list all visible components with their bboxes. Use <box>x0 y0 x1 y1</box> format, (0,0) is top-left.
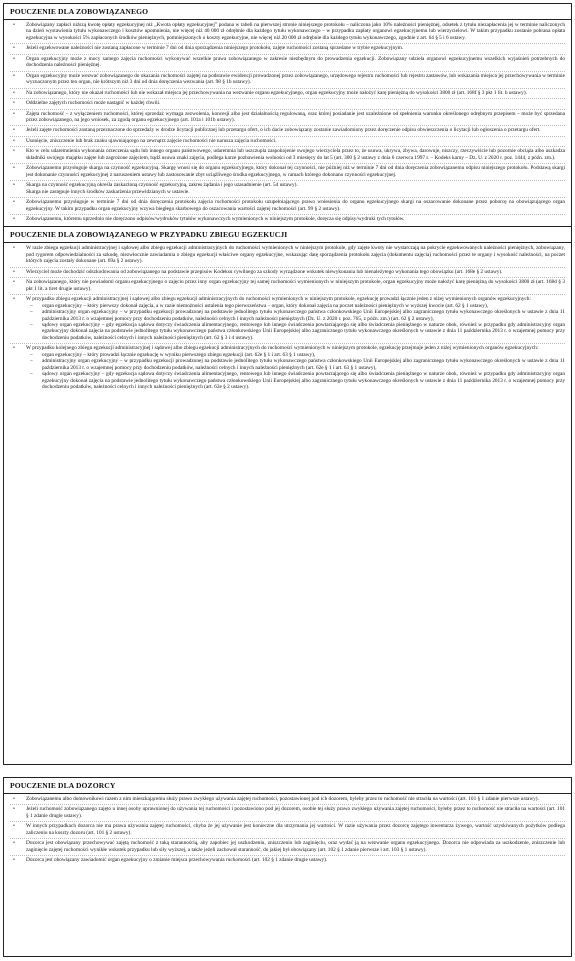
instruction-item <box>10 840 565 856</box>
instruction-item <box>10 245 565 267</box>
bullet-icon: • <box>13 89 15 96</box>
sub-list <box>26 303 565 342</box>
instruction-text: Jeżeli zajęte ruchomości zostaną przeznaczone do sprzedaży w drodze licytacji publicznej lub przetargu ofert, o ich dacie zobowiązany zostanie zawiadomiony przez doręczenie odpisu obwieszczenia o licytacji lub ogłoszenia o przetargu ofert. <box>26 127 541 134</box>
instruction-text: Skarga na czynność egzekucyjną określa zaskarżoną czynność egzekucyjną, zakres żądania i jego uzasadnienie (art. 54 ustawy). Skarga nie zastępuje innych środków zaskarżenia przewidzianych w ustawie. <box>26 182 298 195</box>
instruction-text: Organ egzekucyjny może wezwać zobowiązanego do okazania ruchomości zajętej na podstawie ewidencji prowadzonej przez zobowiązanego, urzędowego rejestru ruchomości lub rejestru zastawów, lub wskazania miejsca jej przechowywania w terminie wyznaczonym przez ten organ, nie krótszym niż 3 dni od dnia doręczenia wezwania (art. 98 § 1b ustawy). <box>26 72 565 86</box>
instruction-text: Na zobowiązanego, który nie powiadomi organu egzekucyjnego o zajęciu przez inny organ egzekucyjny tej samej ruchomości wymienionych w niniejszym protokole, organ egzekucyjny może nałożyć karę pieniężną do wysokości 3800 zł (art. 168d § 3 pkt 1 lit. a tiret drugie ustawy). <box>26 279 565 292</box>
instruction-text: Zajęta ruchomość – z wyłączeniem ruchomości, której sprzedaż wymaga zezwolenia, koncesji albo jest działalnością regulowaną, oraz której posiadanie jest uzależnione od spełnienia warunku określonego odrębnym przepisem – może być sprzedana przez zobowiązanego, na jego wniosek, za zgodą organu egzekucyjnego (art. 101a i 101b ustawy). <box>26 110 565 123</box>
instruction-item <box>10 857 565 865</box>
dash-icon: – <box>30 358 33 365</box>
bullet-icon: • <box>13 268 15 275</box>
bullet-icon: • <box>13 245 15 252</box>
instruction-text: Dozorca jest obowiązany zawiadomić organ egzekucyjny o zmianie miejsca przechowywania ruchomości (art. 102 § 1 zdanie drugie ustawy). <box>26 857 328 864</box>
instruction-text: Dozorca jest obowiązany przechowywać zajętą ruchomość z taką starannością, aby zapobiec jej uszkodzeniu, zniszczeniu lub zaginięciu, oraz wydać ją na wezwanie organu egzekucyjnego. Dozorca nie odpowiada za uszkodzenie, zniszczenie lub zaginięcie zajętej ruchomości wynikłe wskutek przypadku lub siły wyższej, a także jeżeli zachował staranność, do jakiej był obowiązany (art. 102 § 1 zdanie pierwsze i art. 103 § 1 ustawy). <box>26 840 565 853</box>
instruction-text: Oddzielne zajętych ruchomości może nastąpić w każdej chwili. <box>26 100 161 107</box>
instruction-item <box>10 100 565 109</box>
section-title-custodian: POUCZENIE DLA DOZORCY <box>4 778 571 794</box>
dash-icon: – <box>30 321 33 328</box>
instruction-text: W innych przypadkach dozorca nie ma prawa używania zajętej ruchomości, chyba że jej używanie jest konieczne dla utrzymania jej wartości. W razie używania przez dozorcę zajętego inwentarza żywego, wartość uzyskiwanych pożytków podlega zaliczeniu na koszty dozoru (art. 101 § 2 ustawy). <box>26 823 565 836</box>
instruction-text: Zobowiązanemu albo domownikowi razem z nim mieszkającemu służy prawo zwykłego używania zajętej ruchomości, pozostawionej pod ich dozorem, byleby przez to ruchomość nie straciła na wartości (art. 101 § 1 zdanie pierwsze ustawy). <box>26 796 539 802</box>
sub-list-text: organ egzekucyjny – który prowadzi łącznie egzekucję w wyniku pierwszego zbiegu egzekucji (art. 62e § 1 i art. 63 § 1 ustawy), <box>42 351 316 358</box>
bullet-icon: • <box>13 840 15 847</box>
bullet-icon: • <box>13 199 15 206</box>
instruction-text: Jeżeli ruchomość zobowiązanego zajęto u innej osoby uprawnionej do używania tej ruchomości i pozostawiono pod jej dozorem, osobie tej służy prawo zwykłego używania zajętej ruchomości, byleby przez to ruchomość nie straciła na wartości (art. 101 § 1 zdanie drugie ustawy). <box>26 806 565 819</box>
bullet-icon: • <box>13 55 15 62</box>
instruction-text: Jeżeli egzekwowane należności nie zostaną zapłacone w terminie 7 dni od dnia sporządzenia niniejszego protokołu, zajęte ruchomości zostaną sprzedane w trybie egzekucyjnym. <box>26 45 404 52</box>
instruction-text: Zobowiązanemu, któremu uprzednio nie doręczono odpisów/wydruków tytułów wykonawczych wymienionych w niniejszym protokole, doręcza się odpisy/wydruki tych tytułów. <box>26 215 405 222</box>
instruction-text: Organ egzekucyjny może z mocy samego zajęcia ruchomości wykonywać wszelkie prawa zobowiązanego w zakresie niezbędnym do prowadzenia egzekucji. Zobowiązany udziela organowi egzekucyjnemu wszelkich wyjaśnień potrzebnych do dochodzenia należności pieniężnej. <box>26 55 565 69</box>
instruction-item <box>10 182 565 198</box>
sub-list-text: sądowy organ egzekucyjny – gdy egzekucja sądowa dotyczy świadczenia alimentacyjnego, rentowego lub innego świadczenia powtarzającego się albo świadczenia pieniężnego w naturze obok, również w przypadku gdy administracyjny organ egzekucyjny dokonał zajęcia na podstawie jednolitego tytułu wykonawczego państwa członkowskiego Unii Europejskiej albo zagranicznego tytułu wykonawczego określonych w ustawie z dnia 11 października 2013 r. o wzajemnej pomocy przy dochodzeniu podatków, należności celnych i innych należności pieniężnych (art. 62 § 3 i 4 ustawy). <box>42 321 565 341</box>
instruction-item <box>10 56 565 72</box>
concurrence-instruction-list <box>4 243 571 392</box>
sub-list-item <box>30 358 565 371</box>
instructions-box-obligor <box>3 3 572 765</box>
sub-list-item <box>30 309 565 322</box>
instruction-text: W razie zbiegu egzekucji administracyjnej i sądowej albo zbiegu egzekucji administracyjnych do ruchomości wymienionych w niniejszym protokole, gdy zajęte kwoty nie wystarczają na pokrycie egzekwowanych należności pieniężnych, zobowiązany, pod rygorem odpowiedzialności za szkodę, niezwłocznie zawiadamia o zbiegu egzekucji właściwe organy egzekucyjne, wskazując datę sporządzenia protokołu zajęcia (dokumentu zajęcia) ruchomości przez te organy i wysokość należności, na poczet których zajęcia zostały dokonane (art. 69a § 2 ustawy). <box>26 245 565 265</box>
section-title-obligor: POUCZENIE DLA ZOBOWIĄZANEGO <box>4 4 571 20</box>
instruction-item <box>10 138 565 147</box>
dash-icon: – <box>30 302 33 309</box>
instruction-item <box>10 216 565 224</box>
instruction-text: W przypadku kolejnego zbiegu egzekucji administracyjnej i sądowej albo zbiegu egzekucji administracyjnych do ruchomości wymienionych w niniejszym protokole, egzekucję przejmuje jeden z niżej wymienionych organów egzekucyjnych: <box>26 345 539 352</box>
section-title-enforcement-concurrence: POUCZENIE DLA ZOBOWIĄZANEGO W PRZYPADKU ZBIEGU EGZEKUCJI <box>4 226 571 243</box>
bullet-icon: • <box>13 137 15 144</box>
bullet-icon: • <box>13 165 15 172</box>
bullet-icon: • <box>13 296 15 303</box>
bullet-icon: • <box>13 110 15 117</box>
bullet-icon: • <box>13 823 15 830</box>
bullet-icon: • <box>13 345 15 352</box>
instruction-item <box>10 796 565 805</box>
instructions-box-custodian <box>3 777 572 957</box>
bullet-icon: • <box>13 127 15 134</box>
instruction-item <box>10 90 565 99</box>
instruction-item <box>10 199 565 215</box>
bullet-icon: • <box>13 148 15 155</box>
bullet-icon: • <box>13 215 15 222</box>
instruction-text: Kto w celu udaremnienia wykonania orzeczenia sądu lub innego organu państwowego, udaremnia lub uszczupla zaspokojenie swojego wierzyciela przez to, że usuwa, ukrywa, zbywa, darowuje, niszczy, rzeczywiście lub pozornie obciąża albo uszkadza składniki swojego majątku zajęte lub zagrożone zajęciem, bądź usuwa znaki zajęcia, podlega karze pozbawienia wolności od 3 miesięcy do lat 5 (art. 300 § 2 ustawy z dnia 6 czerwca 1997 r. – Kodeks karny – Dz. U. z 2020 r. poz. 1444, z późn. zm.). <box>26 148 565 161</box>
instruction-text: Wierzyciel może dochodzić odszkodowania od zobowiązanego na podstawie przepisów Kodeksu cywilnego za szkody wyrządzone wskutek niewykonania lub nienależytego wykonania tego obowiązku (art. 168e § 2 ustawy). <box>26 268 503 275</box>
instruction-text: Zobowiązanemu przysługuje skarga na czynność egzekucyjną. Skargę wnosi się do organu egzekucyjnego, który dokonał tej czynności, nie później niż w terminie 7 dni od dnia doręczenia zobowiązanemu odpisu niniejszego protokołu. Podstawą skargi jest dokonanie czynności egzekucyjnej z naruszeniem ustawy lub zastosowanie zbyt uciążliwego środka egzekucyjnego, w ramach którego dokonano czynności egzekucyjnej. <box>26 165 565 178</box>
bullet-icon: • <box>13 72 15 79</box>
bullet-icon: • <box>13 796 15 802</box>
instruction-item <box>10 127 565 136</box>
instruction-item <box>10 111 565 127</box>
instruction-item <box>10 22 565 44</box>
sub-list-text: sądowy organ egzekucyjny – gdy egzekucja sądowa dotyczy świadczenia alimentacyjnego, rentowego lub innego świadczenia powtarzającego się albo świadczenia pieniężnego w naturze obok, również w przypadku gdy administracyjny organ egzekucyjny dokonał zajęcia na podstawie jednolitego tytułu wykonawczego państwa członkowskiego Unii Europejskiej albo zagranicznego tytułu wykonawczego określonych w ustawie z dnia 11 października 2013 r. o wzajemnej pomocy przy dochodzeniu podatków, należności celnych i innych należności pieniężnych (art. 62e § 2 ustawy). <box>42 371 565 391</box>
instruction-item <box>10 279 565 295</box>
obligor-instruction-list <box>4 20 571 224</box>
instruction-item <box>10 148 565 164</box>
sub-list-text: administracyjny organ egzekucyjny – w przypadku egzekucji prowadzonej na podstawie jednolitego tytułu wykonawczego państwa członkowskiego Unii Europejskiej albo zagranicznego tytułu wykonawczego określonych w ustawie z dnia 11 października 2013 r. o wzajemnej pomocy przy dochodzeniu podatków, należności celnych i innych należności pieniężnych (Dz. U. z 2020 r. poz. 765, z późn. zm.) (art. 62 § 2 ustawy), <box>42 309 565 322</box>
sub-list <box>26 352 565 391</box>
instruction-item <box>10 73 565 89</box>
sub-list-text: organ egzekucyjny – który pierwszy dokonał zajęcia, a w razie niemożności ustalenia tego pierwszeństwa – organ, który dokonał zajęcia na poczet należności pieniężnych w wyższej kwocie (art. 62 § 1 ustawy), <box>42 302 489 309</box>
dash-icon: – <box>30 351 33 358</box>
sub-list-item <box>30 322 565 341</box>
instruction-item <box>10 165 565 181</box>
dash-icon: – <box>30 309 33 316</box>
bullet-icon: • <box>13 182 15 189</box>
bullet-icon: • <box>13 45 15 52</box>
bullet-icon: • <box>13 22 15 28</box>
instruction-item <box>10 269 565 278</box>
custodian-instruction-list <box>4 794 571 866</box>
bullet-icon: • <box>13 806 15 813</box>
sub-list-item <box>30 371 565 390</box>
instruction-text: W przypadku zbiegu egzekucji administracyjnej i sądowej albo zbiegu egzekucji administracyjnych do ruchomości wymienionych w niniejszym protokole, egzekucję prowadzi łącznie jeden z niżej wymienionych organów egzekucyjnych: <box>26 296 531 303</box>
bullet-icon: • <box>13 100 15 107</box>
instruction-text: Zobowiązanemu przysługuje w terminie 7 dni od dnia doręczenia protokołu zajęcia ruchomości protokołu uzupełniającego prawo wniesienia do organu egzekucyjnego skargi na oszacowanie dokonane przez poborcę na obowiązującego organ egzekucyjny. W takim przypadku organ egzekucyjny wzywa biegłego skarbowego do oszacowania wartości zajętej ruchomości (art. 99 § 2 ustawy). <box>26 199 565 212</box>
instruction-text: Na zobowiązanego, który nie okazał ruchomości lub nie wskazał miejsca jej przechowywania na wezwanie organu egzekucyjnego, organ egzekucyjny może nałożyć karę pieniężną do wysokości 3800 zł (art. 168f § 3 pkt 1 lit. b ustawy). <box>26 89 527 96</box>
sub-list-text: administracyjny organ egzekucyjny – w przypadku egzekucji prowadzonej na podstawie jednolitego tytułu wykonawczego państwa członkowskiego Unii Europejskiej albo zagranicznego tytułu wykonawczego określonych w ustawie z dnia 11 października 2013 r. o wzajemnej pomocy przy dochodzeniu podatków, należności celnych i innych należności pieniężnych (art. 62e § 1 i art. 63 § 1 ustawy), <box>42 358 565 371</box>
instruction-item <box>10 823 565 839</box>
instruction-text: Usunięcie, zniszczenie lub brak znaku ujawniającego na zewnątrz zajęcie ruchomości nie narusza zajęcia ruchomości. <box>26 137 277 144</box>
instruction-item <box>10 45 565 54</box>
instruction-text: Zobowiązany zapłaci niższą kwotę opłaty egzekucyjnej niż „Kwota opłaty egzekucyjnej” podana w tabeli na pierwszej stronie niniejszego protokołu – naliczona jako 10% należności pieniężnej, odsetek z tytułu niezapłacenia jej w terminie naliczonych na dzień wystawienia tytułu wykonawczego i kosztów upomnienia, nie więcej niż 40 000 zł odrębnie dla każdego tytułu wykonawczego – w przypadku zapłaty organowi egzekucyjnemu lub wierzycielowi. W takim przypadku zostanie pobrana opłata egzekucyjna w wysokości 5% zapłaconych środków pieniężnych, pomniejszonych o koszty egzekucyjne, nie więcej niż 20 000 zł odrębnie dla każdego tytułu wykonawczego, zgodnie z art. 64 § 5 i 6 ustawy. <box>26 22 565 41</box>
instruction-item <box>10 806 565 822</box>
instruction-item <box>10 345 565 392</box>
instruction-item <box>10 296 565 344</box>
bullet-icon: • <box>13 279 15 286</box>
dash-icon: – <box>30 371 33 378</box>
bullet-icon: • <box>13 857 15 864</box>
